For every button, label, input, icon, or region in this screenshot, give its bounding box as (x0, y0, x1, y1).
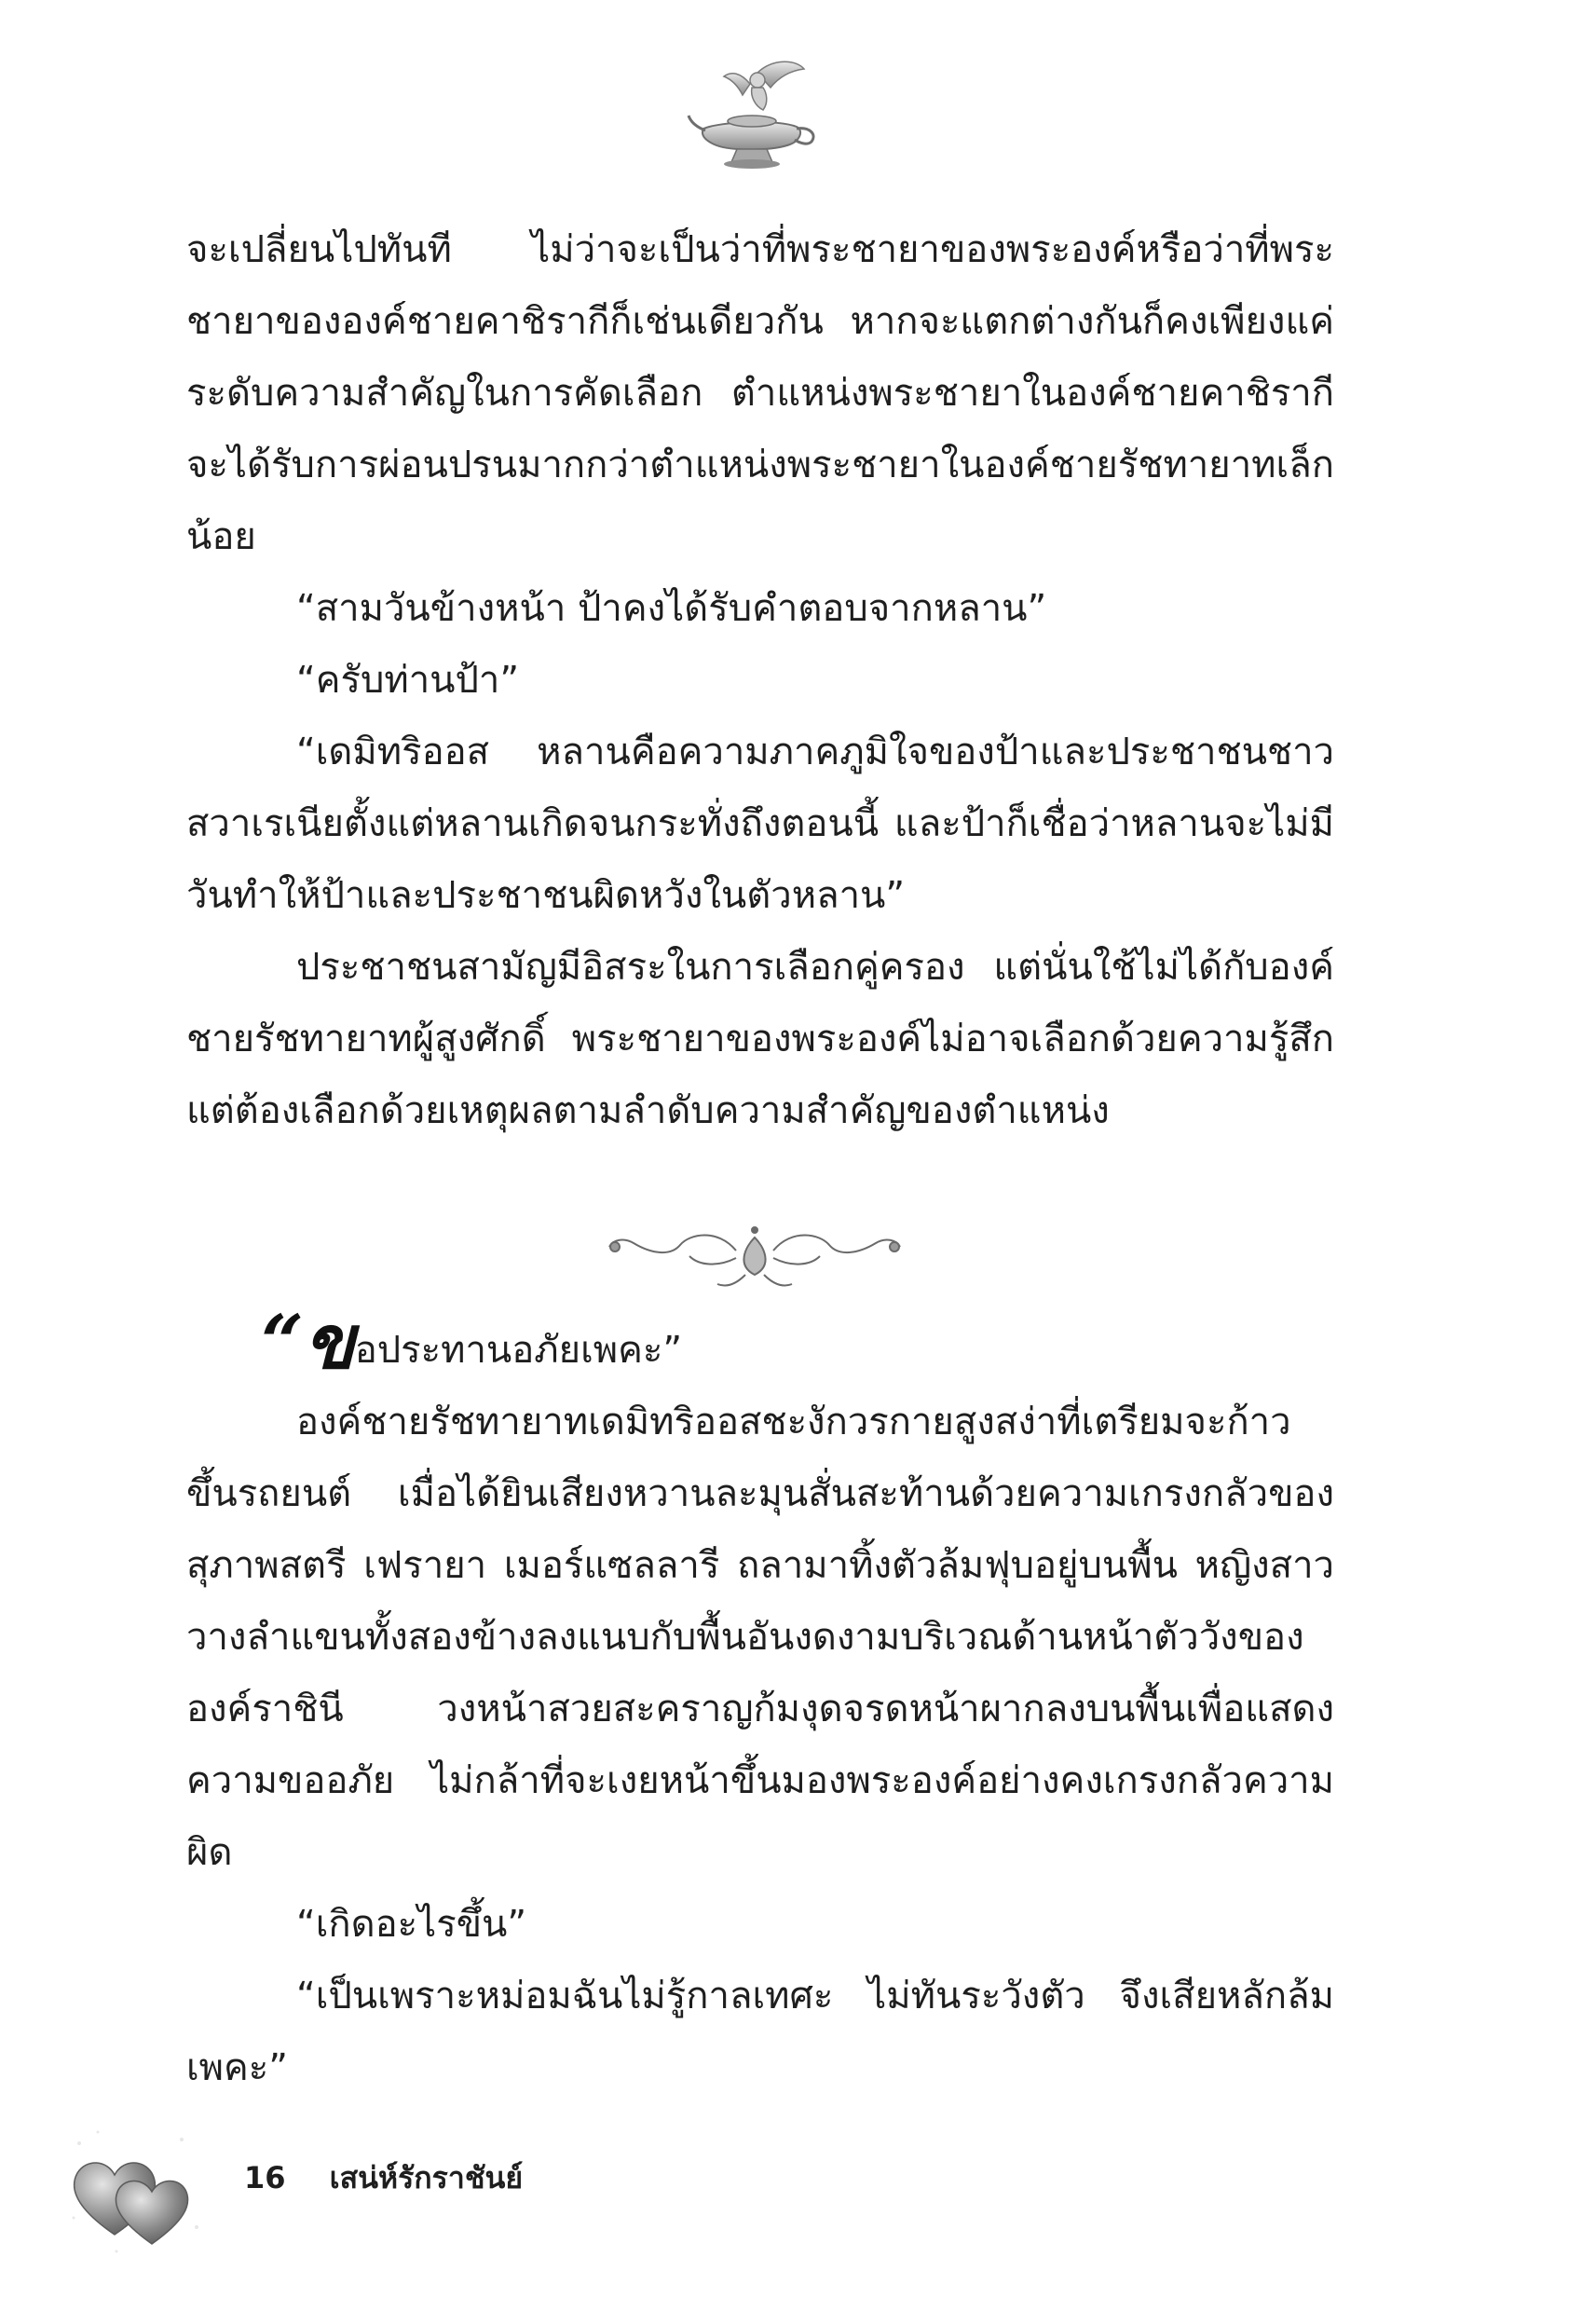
paragraph-8: “เป็นเพราะหม่อมฉันไม่รู้กาลเทศะ ไม่ทันระวังตัว จึงเสียหลักล้มเพคะ” (186, 1975, 1334, 2089)
paragraph-1: จะเปลี่ยนไปทันที ไม่ว่าจะเป็นว่าที่พระชายาของพระองค์หรือว่าที่พระชายาขององค์ชายคาชิรากีก็เช่นเดียวกัน หากจะแตกต่างกันก็คงเพียงแค่ระดับความสำคัญในการคัดเลือก ตำแหน่งพระชายาในองค์ชายคาชิรากีจะได้รับการผ่อนปรนมากกว่าตำแหน่งพระชายาในองค์ชายรัชทายาทเล็กน้อย (186, 228, 1334, 558)
flourish-divider-icon (596, 1210, 913, 1293)
section-1 (186, 214, 1334, 1147)
paragraph-6: องค์ชายรัชทายาทเดมิทริออสชะงักวรกายสูงสง่าที่เตรียมจะก้าวขึ้นรถยนต์ เมื่อได้ยินเสียงหวานละมุนสั่นสะท้านด้วยความเกรงกลัวของสุภาพสตรี เฟรายา เมอร์แซลลารี ถลามาทิ้งตัวล้มฟุบอยู่บนพื้น หญิงสาววางลำแขนทั้งสองข้างลงแนบกับพื้นอันงดงามบริเวณด้านหน้าตัววังขององค์ราชินี วงหน้าสวยสะคราญก้มงุดจรดหน้าผากลงบนพื้นเพื่อแสดงความขออภัย ไม่กล้าที่จะเงยหน้าขึ้นมองพระองค์อย่างคงเกรงกลัวความผิด (186, 1401, 1334, 1874)
book-title: เสน่ห์รักราชันย์ (329, 2160, 524, 2195)
paragraph-5: ประชาชนสามัญมีอิสระในการเลือกคู่ครอง แต่นั่นใช้ไม่ได้กับองค์ชายรัชทายาทผู้สูงศักดิ์ พระชายาของพระองค์ไม่อาจเลือกด้วยความรู้สึก แต่ต้องเลือกด้วยเหตุผลตามลำดับความสำคัญของตำแหน่ง (186, 946, 1334, 1132)
paragraph-3: “ครับท่านป้า” (296, 659, 520, 702)
drop-cap: “ข (261, 1298, 355, 1386)
page-footer (244, 2157, 523, 2198)
paragraph-2: “สามวันข้างหน้า ป้าคงได้รับคำตอบจากหลาน” (296, 587, 1047, 630)
page-number: 16 (244, 2160, 286, 2195)
section-2 (186, 1298, 1334, 2104)
paragraph-7: “เกิดอะไรขึ้น” (296, 1903, 527, 1946)
opening-line (186, 1298, 1334, 1387)
paragraph-4: “เดมิทริออส หลานคือความภาคภูมิใจของป้าและประชาชนชาวสวาเรเนียตั้งแต่หลานเกิดจนกระทั่งถึงตอนนี้ และป้าก็เชื่อว่าหลานจะไม่มีวันทำให้ป้าและประชาชนผิดหวังในตัวหลาน” (186, 731, 1334, 917)
cupid-lamp-ornament-icon (685, 56, 825, 172)
opening-line-rest: อประทานอภัยเพคะ” (354, 1329, 683, 1372)
hearts-icon (61, 2115, 210, 2264)
